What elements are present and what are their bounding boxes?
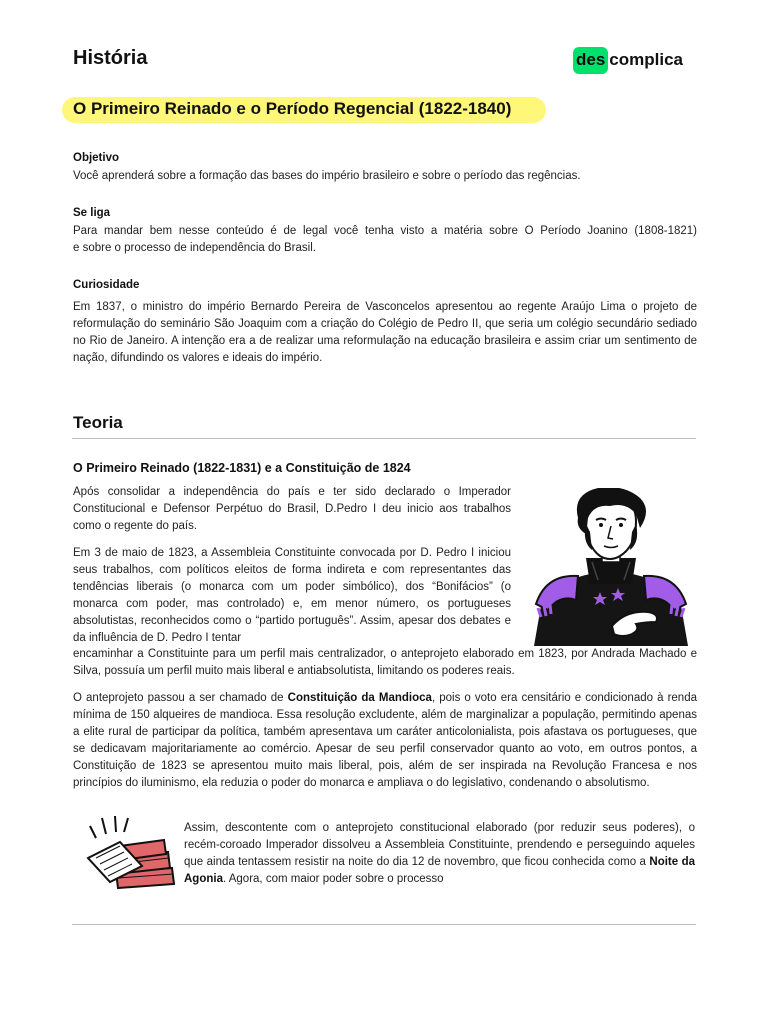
teoria-para4 [184, 820, 695, 888]
teoria-para3 [73, 690, 697, 792]
teoria-para2b: encaminhar a Constituinte para um perfil mais centralizador, o anteprojeto elaborado em 1823, por Andrada Machado e Silva, possuía um perfil muito mais liberal e antiabsolutista, limitando os poderes reais. [73, 648, 697, 677]
objetivo-label: Objetivo [73, 152, 120, 164]
objetivo-text: Você aprenderá sobre a formação das bases do império brasileiro e sobre o período das regências. [73, 170, 581, 182]
teoria-para2a: Em 3 de maio de 1823, a Assembleia Constituinte convocada por D. Pedro I iniciou seus trabalhos, com políticos eleitos de forma indireta e com representantes das tendências liberais (o monarca com um poder simbólico), dos “Bonifácios” (o monarca com poder, mas controlado) e, em menor número, os portugueses absolutistas, reconhecidos como o “partido português”. Assim, apesar dos debates e da influência de D. Pedro I tentar [73, 547, 511, 644]
logo-des: des [573, 47, 608, 74]
para3-pre: O anteprojeto passou a ser chamado de [73, 692, 288, 704]
lesson-title: O Primeiro Reinado e o Período Regencial (1822-1840) [73, 99, 512, 118]
para4-bold: Noite da Agonia [184, 856, 695, 885]
para3-bold: Constituição da Mandioca [287, 692, 432, 704]
subject-title: História [73, 47, 148, 69]
para3-post: , pois o voto era censitário e condicionado à renda mínima de 150 alqueires de mandioca. Essa resolução excludente, além de marginalizar a população, permitindo apenas a elite rural de participar da política, também apresentava um caráter anticolonialista, pois afastava os portugueses, que se dedicavam majoritariamente ao comércio. Apesar de seu perfil conservador quanto ao voto, em outros pontos, a Constituição de 1823 se apresentou muito mais liberal, pois, além de ser inspirada na Revolução Francesa e nos princípios do iluminismo, ela reduzia o poder do monarca e ampliava o do legislativo, condenando o absolutismo. [73, 692, 697, 789]
curiosidade-label: Curiosidade [73, 279, 140, 291]
dom-pedro-portrait-illustration [528, 488, 694, 648]
footer-divider [72, 924, 696, 925]
teoria-para1: Após consolidar a independência do país e ter sido declarado o Imperador Constitucional e Defensor Perpétuo do Brasil, D.Pedro I deu inicio aos trabalhos como o regente do país. [73, 486, 511, 532]
curiosidade-text: Em 1837, o ministro do império Bernardo Pereira de Vasconcelos apresentou ao regente Araújo Lima o projeto de reformulação do seminário São Joaquim com a criação do Colégio de Pedro II, que seria um colégio secundário sediado no Rio de Janeiro. A intenção era a de realizar uma reformulação na educação brasileira e assim criar um sentimento de nação, difundindo os valores e ideais do império. [73, 301, 697, 364]
se-liga-line2: e sobre o processo de independência do Brasil. [73, 242, 316, 254]
teoria-divider [72, 438, 696, 439]
books-stack-illustration [80, 812, 180, 892]
para4-pre: Assim, descontente com o anteprojeto constitucional elaborado (por reduzir seus poderes), o recém-coroado Imperador dissolveu a Assembleia Constituinte, prendendo e perseguindo aqueles que ainda tentassem resistir na noite do dia 12 de novembro, que ficou conhecida como a [184, 822, 695, 868]
logo-complica: complica [609, 50, 683, 69]
se-liga-label: Se liga [73, 207, 111, 219]
descomplica-logo [573, 45, 683, 75]
se-liga-line1: Para mandar bem nesse conteúdo é de legal você tenha visto a matéria sobre O Período Joanino (1808-1821) [73, 225, 697, 237]
para4-post: . Agora, com maior poder sobre o processo [222, 873, 444, 885]
teoria-subheading: O Primeiro Reinado (1822-1831) e a Constituição de 1824 [73, 461, 411, 475]
teoria-heading: Teoria [73, 413, 123, 432]
